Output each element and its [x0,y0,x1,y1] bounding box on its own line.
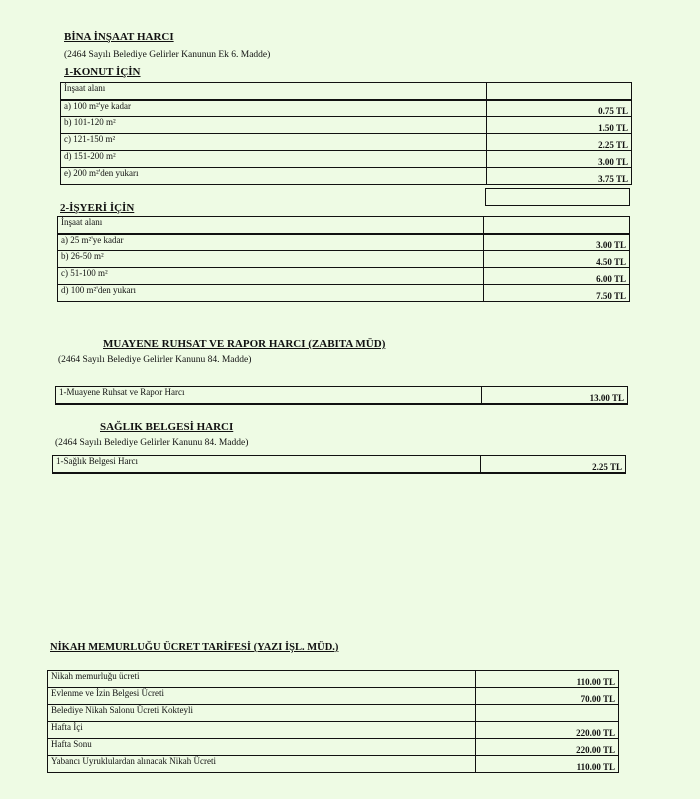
row-value: 3.75 TL [487,168,632,185]
nikah-title: NİKAH MEMURLUĞU ÜCRET TARİFESİ (YAZI İŞL. MÜD.) [50,642,339,653]
row-label: c) 51-100 m² [58,268,484,285]
table-row [58,251,630,268]
table-row [48,722,619,739]
row-value: 220.00 TL [476,739,619,756]
table-row [61,100,632,117]
isyeri-table [57,216,630,302]
isyeri-header-label: İnşaat alanı [58,217,484,234]
table-row [48,688,619,705]
row-value: 6.00 TL [484,268,630,285]
row-label: 1-Sağlık Belgesi Harcı [53,456,481,473]
isyeri-header-value [484,217,630,234]
row-label: Nikah memurluğu ücreti [48,671,476,688]
row-value: 0.75 TL [487,100,632,117]
table-row [58,268,630,285]
row-value: 110.00 TL [476,756,619,773]
table-row [48,739,619,756]
row-value: 7.50 TL [484,285,630,302]
konut-header-row [61,83,632,100]
muayene-law-reference: (2464 Sayılı Belediye Gelirler Kanunu 84. Madde) [58,355,252,365]
isyeri-header-row [58,217,630,234]
table-row [61,117,632,134]
table-row [61,134,632,151]
muayene-title: MUAYENE RUHSAT VE RAPOR HARCI (ZABITA MÜD) [103,338,386,350]
row-value: 70.00 TL [476,688,619,705]
row-label: d) 100 m²'den yukarı [58,285,484,302]
row-value: 2.25 TL [487,134,632,151]
bina-law-reference: (2464 Sayılı Belediye Gelirler Kanunun Ek 6. Madde) [64,50,271,60]
konut-table [60,82,632,185]
row-value: 4.50 TL [484,251,630,268]
row-value [476,705,619,722]
table-row [48,705,619,722]
saglik-title: SAĞLIK BELGESİ HARCI [100,421,234,433]
row-label: a) 25 m²'ye kadar [58,234,484,251]
row-label: b) 26-50 m² [58,251,484,268]
row-label: 1-Muayene Ruhsat ve Rapor Harcı [56,387,482,404]
konut-header-label: İnşaat alanı [61,83,487,100]
row-value: 220.00 TL [476,722,619,739]
row-label: Hafta İçi [48,722,476,739]
row-label: Belediye Nikah Salonu Ücreti Kokteyli [48,705,476,722]
table-row [53,456,626,473]
row-label: c) 121-150 m² [61,134,487,151]
row-value: 13.00 TL [482,387,628,404]
table-row [58,285,630,302]
row-value: 110.00 TL [476,671,619,688]
row-label: a) 100 m²'ye kadar [61,100,487,117]
row-value: 2.25 TL [481,456,626,473]
isyeri-heading: 2-İŞYERİ İÇİN [60,202,135,214]
table-row [48,756,619,773]
table-row [58,234,630,251]
saglik-law-reference: (2464 Sayılı Belediye Gelirler Kanunu 84. Madde) [55,438,249,448]
row-label: Evlenme ve İzin Belgesi Ücreti [48,688,476,705]
nikah-table [47,670,619,773]
row-value: 3.00 TL [487,151,632,168]
konut-header-value [487,83,632,100]
row-label: Yabancı Uyruklulardan alınacak Nikah Ücreti [48,756,476,773]
konut-heading: 1-KONUT İÇİN [64,66,141,78]
isyeri-header-spacer [485,188,630,206]
bina-title: BİNA İNŞAAT HARCI [64,31,174,43]
row-value: 3.00 TL [484,234,630,251]
table-row [48,671,619,688]
muayene-table [55,386,628,405]
row-label: d) 151-200 m² [61,151,487,168]
table-row [61,168,632,185]
table-row [56,387,628,404]
table-row [61,151,632,168]
row-label: e) 200 m²'den yukarı [61,168,487,185]
saglik-table [52,455,626,474]
row-label: Hafta Sonu [48,739,476,756]
row-label: b) 101-120 m² [61,117,487,134]
row-value: 1.50 TL [487,117,632,134]
